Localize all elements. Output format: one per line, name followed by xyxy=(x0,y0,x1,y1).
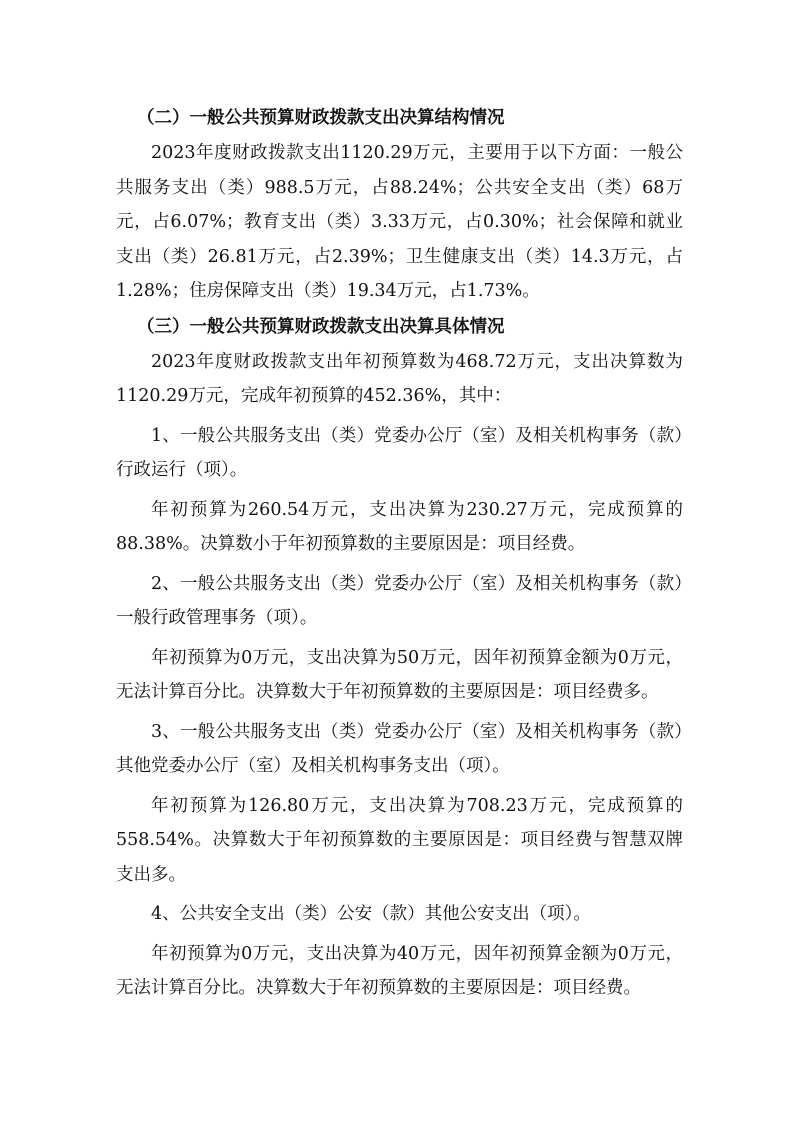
item-4-title: 4、公共安全支出（类）公安（款）其他公安支出（项）。 xyxy=(151,904,591,924)
section2-summary: 2023年度财政拨款支出1120.29万元，主要用于以下方面：一般公共服务支出（类）988.5万元，占88.24%；公共安全支出（类）68万元，占6.07%；教育支出（类）3.33万元，占0.30%；社会保障和就业支出（类）26.81万元，占2.39%；卫生健康支出（类）14.3万元，占1.28%；住房保障支出（类）19.34万元，占1.73%。 xyxy=(116,143,683,301)
section2-heading: （二）一般公共预算财政拨款支出决算结构情况 xyxy=(137,108,505,128)
section3-heading: （三）一般公共预算财政拨款支出决算具体情况 xyxy=(137,316,505,337)
document-body xyxy=(116,101,683,1011)
item-3-detail: 年初预算为126.80万元，支出决算为708.23万元，完成预算的558.54%。决算数大于年初预算数的主要原因是：项目经费与智慧双牌支出多。 xyxy=(116,795,683,885)
item-2-title: 2、一般公共服务支出（类）党委办公厅（室）及相关机构事务（款）一般行政管理事务（项）。 xyxy=(116,573,683,628)
item-4-detail: 年初预算为0万元，支出决算为40万元，因年初预算金额为0万元，无法计算百分比。决算数大于年初预算数的主要原因是：项目经费。 xyxy=(116,943,683,998)
item-3-title: 3、一般公共服务支出（类）党委办公厅（室）及相关机构事务（款）其他党委办公厅（室）及相关机构事务支出（项）。 xyxy=(116,721,683,776)
section3-summary: 2023年度财政拨款支出年初预算数为468.72万元，支出决算数为1120.29万元，完成年初预算的452.36%，其中： xyxy=(116,351,683,406)
item-1-title: 1、一般公共服务支出（类）党委办公厅（室）及相关机构事务（款）行政运行（项）。 xyxy=(116,425,683,480)
item-1-detail: 年初预算为260.54万元，支出决算为230.27万元，完成预算的88.38%。决算数小于年初预算数的主要原因是：项目经费。 xyxy=(116,499,683,554)
item-2-detail: 年初预算为0万元，支出决算为50万元，因年初预算金额为0万元，无法计算百分比。决算数大于年初预算数的主要原因是：项目经费多。 xyxy=(116,647,683,702)
